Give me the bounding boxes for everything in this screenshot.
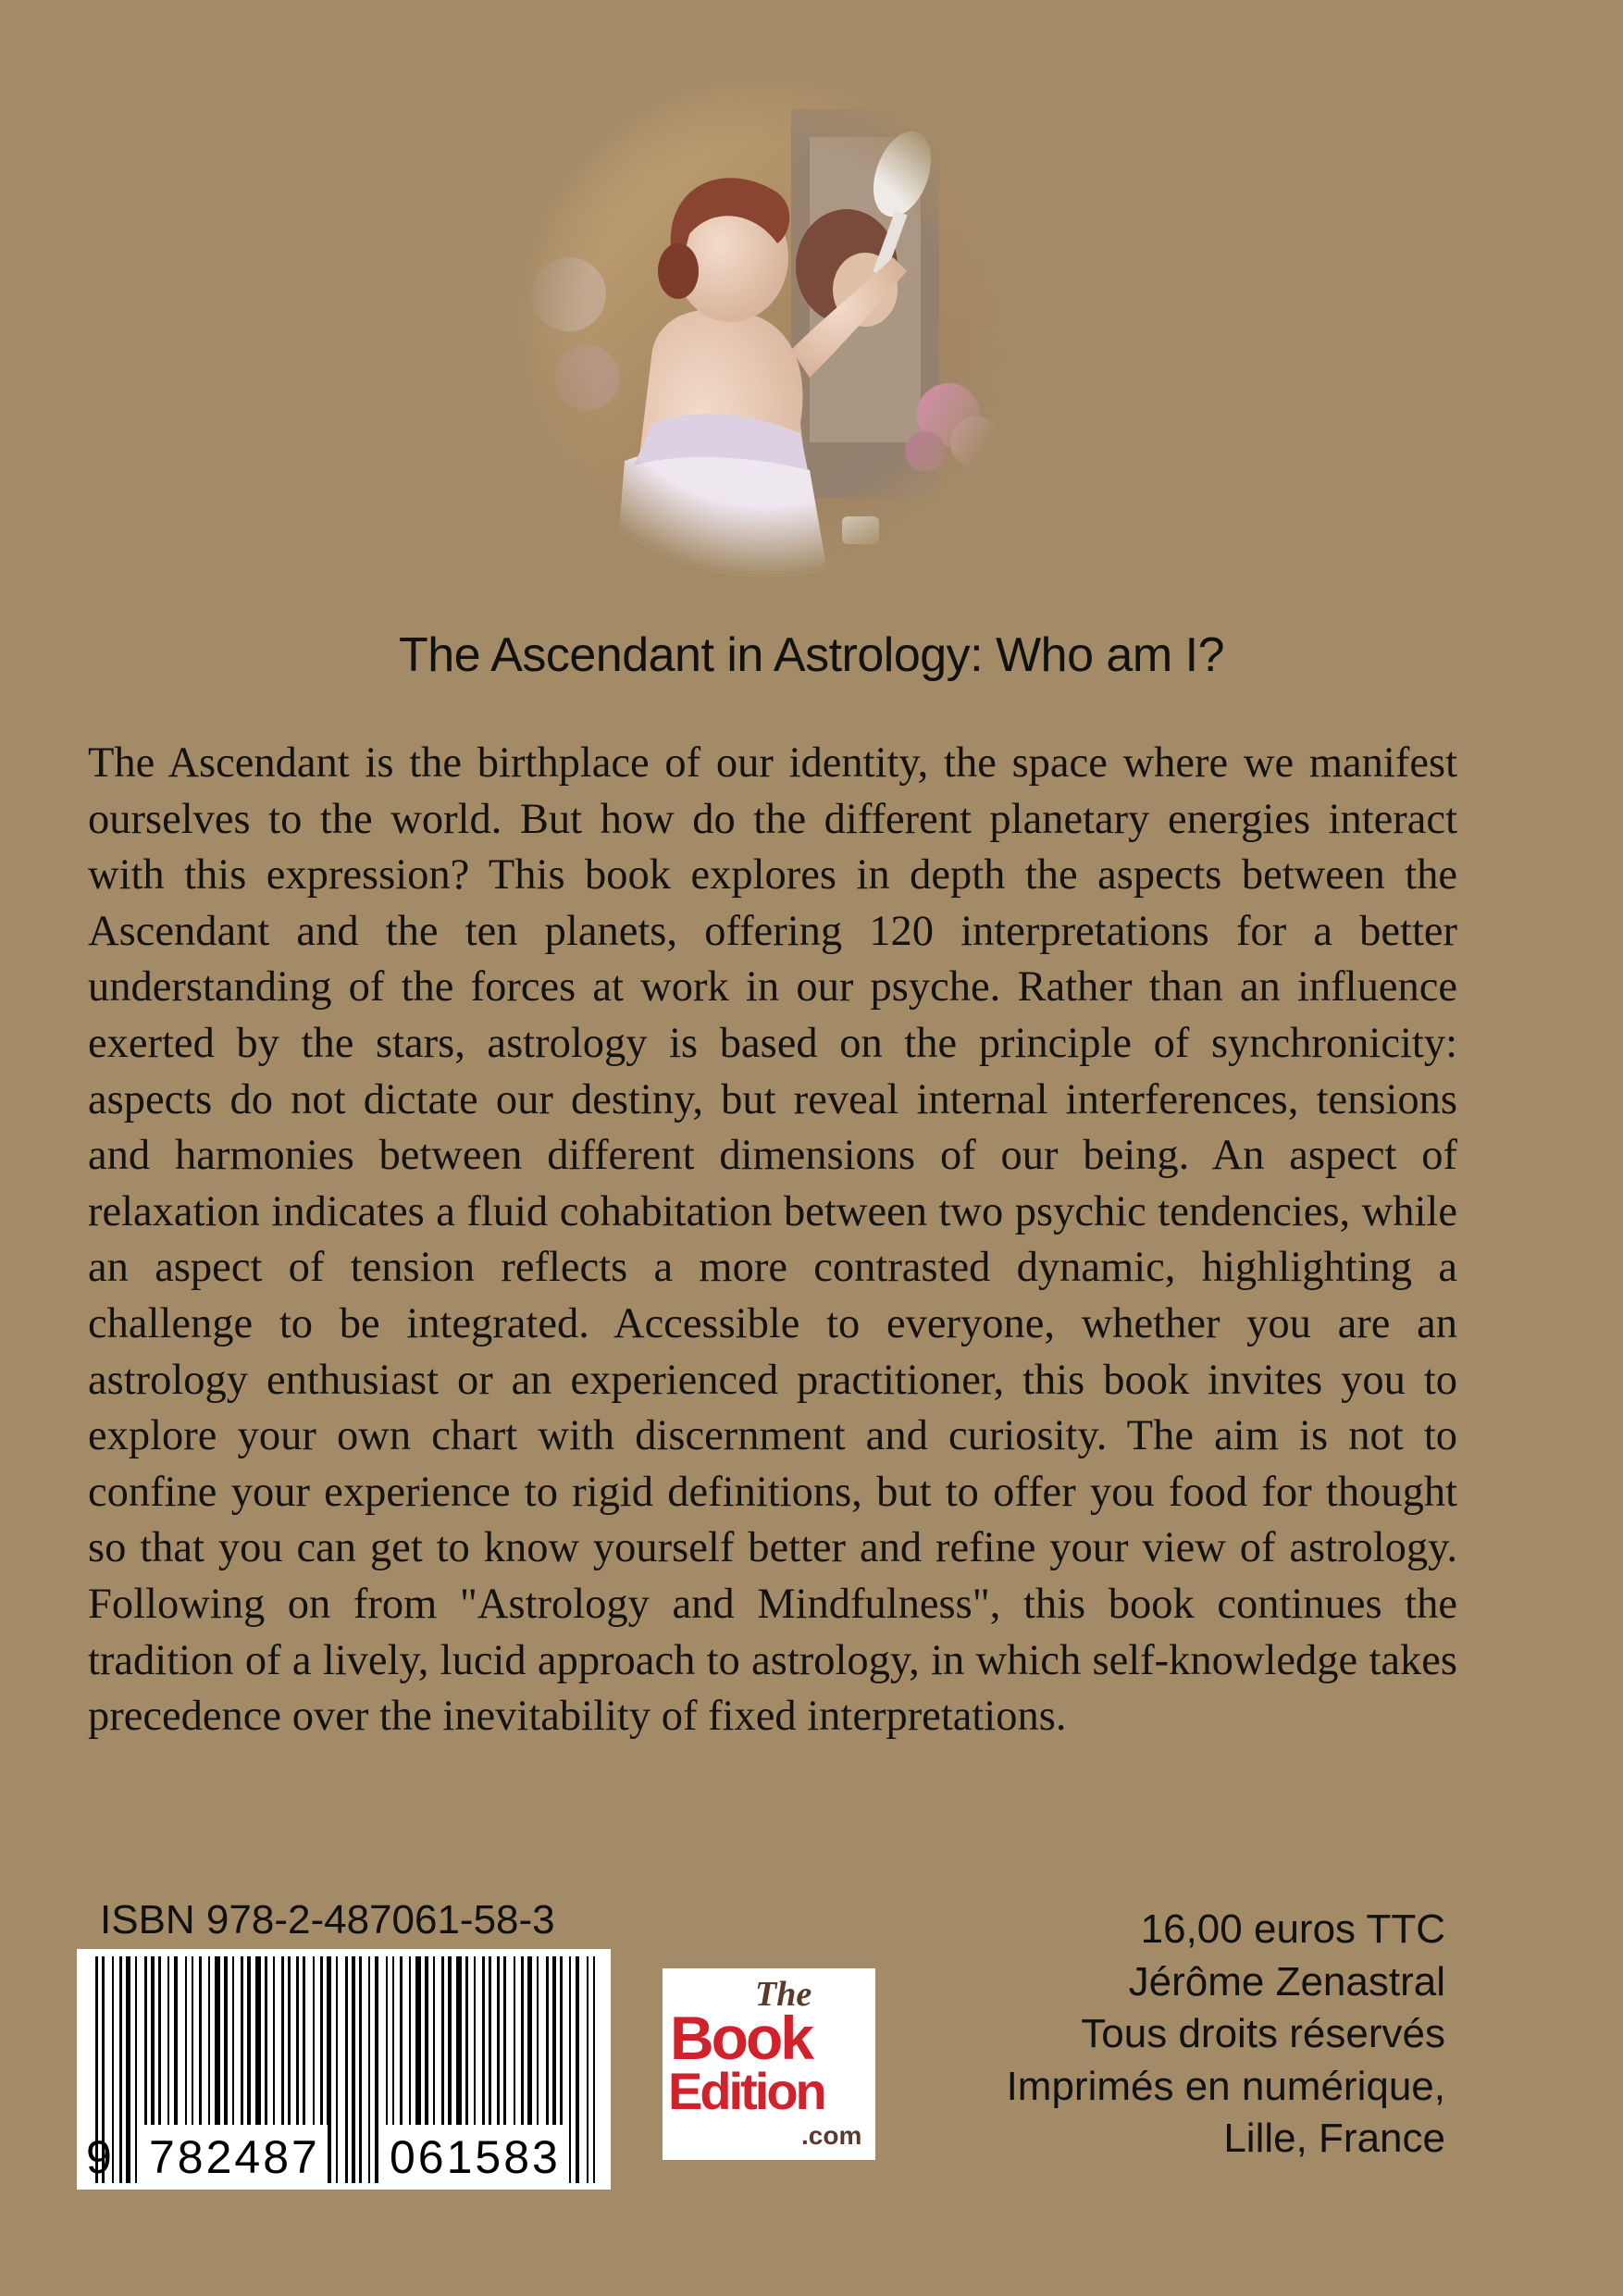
printing-notice: Imprimés en numérique, <box>1006 2063 1445 2109</box>
book-title: The Ascendant in Astrology: Who am I? <box>399 628 1224 682</box>
cover-painting <box>514 72 1018 577</box>
price: 16,00 euros TTC <box>1140 1906 1445 1952</box>
thebookedition-logo-icon <box>663 1968 875 2160</box>
barcode-right-digits: 061583 <box>382 2125 568 2190</box>
credits-block <box>870 1904 1445 2166</box>
logo-the: The <box>755 1975 812 2014</box>
book-blurb: The Ascendant is the birthplace of our identity, the space where we manifest ourselves to the world. But how do the different planetary energies interact with this expression? This book explores in depth the aspects between the Ascendant and the ten planets, offering 120 interpretations for a better understanding of the forces at work in our psyche. Rather than an influence exerted by the stars, astrology is based on the principle of synchronicity: aspects do not dictate our destiny, but reveal internal interferences, tensions and harmonies between different dimensions of our being. An aspect of relaxation indicates a fluid cohabitation between two psychic tendencies, while an aspect of tension reflects a more contrasted dynamic, highlighting a challenge to be integrated. Accessible to everyone, whether you are an astrology enthusiast or an experienced practitioner, this book invites you to explore your own chart with discernment and curiosity. The aim is not to confine your experience to rigid definitions, but to offer you food for thought so that you can get to know yourself better and refine your view of astrology. Following on from "Astrology and Mindfulness", this book continues the tradition of a lively, lucid approach to astrology, in which self-knowledge takes precedence over the inevitability of fixed interpretations. <box>88 739 1457 1741</box>
publisher-logo <box>663 1968 875 2160</box>
logo-edition: Edition <box>668 2062 824 2120</box>
logo-book: Book <box>670 2004 812 2072</box>
painting-woman-with-mirror-icon <box>514 72 1018 577</box>
barcode-number <box>77 2125 611 2190</box>
logo-com: .com <box>801 2121 862 2150</box>
rights-notice: Tous droits réservés <box>1081 2011 1445 2056</box>
barcode <box>77 1949 611 2190</box>
barcode-lead-digit: 9 <box>86 2131 115 2183</box>
isbn-label: ISBN 978-2-487061-58-3 <box>100 1897 555 1942</box>
printing-place: Lille, France <box>1223 2116 1445 2161</box>
barcode-left-digits: 782487 <box>142 2125 328 2190</box>
author-name: Jérôme Zenastral <box>1128 1958 1445 2004</box>
